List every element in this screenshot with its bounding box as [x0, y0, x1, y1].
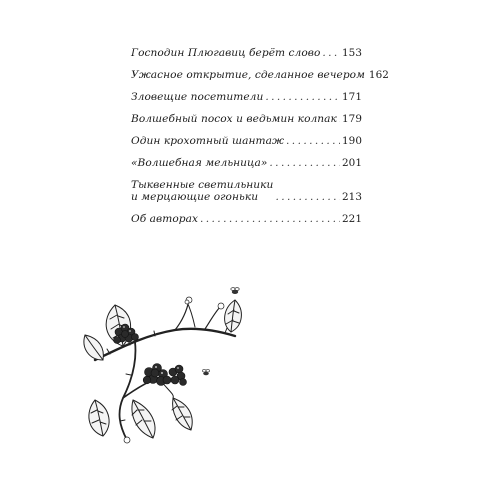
- toc-entry: [131, 69, 389, 81]
- toc-entry-title: Волшебный посох и ведьмин колпак: [131, 113, 337, 125]
- toc-entry: [131, 91, 362, 103]
- toc-entry: [131, 113, 362, 125]
- toc-entry: [131, 135, 362, 147]
- bee-icon: [228, 286, 242, 296]
- toc-dot-leader: [200, 213, 340, 225]
- toc-entry-page: 201: [342, 157, 362, 169]
- toc-dot-leader: [286, 135, 340, 147]
- toc-entry-page: 213: [342, 191, 362, 203]
- toc-entry-title: «Волшебная мельница»: [131, 157, 268, 169]
- toc-entry-title: Об авторах: [131, 213, 198, 225]
- toc-dot-leader: [275, 191, 340, 203]
- toc-dot-leader: [269, 157, 340, 169]
- toc-entry: [131, 157, 362, 169]
- blackberry-branch-icon: [75, 280, 265, 455]
- toc-entry-page: 179: [342, 113, 362, 125]
- toc-entry: [131, 47, 362, 59]
- toc-entry-title: Ужасное открытие, сделанное вечером: [131, 69, 365, 81]
- toc-entry-title-line2: и мерцающие огоньки: [131, 191, 259, 203]
- toc-entry: [131, 179, 362, 203]
- toc-entry-title: Господин Плюгавиц берёт слово: [131, 47, 321, 59]
- toc-dot-leader: [265, 91, 340, 103]
- bee-icon: [200, 368, 212, 377]
- toc-entry-page: 190: [342, 135, 362, 147]
- toc-entry-page: 162: [368, 69, 389, 81]
- table-of-contents: [131, 47, 389, 235]
- toc-entry-page: 171: [342, 91, 362, 103]
- toc-entry-title-line1: Тыквенные светильники: [131, 179, 274, 191]
- toc-entry: [131, 213, 362, 225]
- toc-entry-title: [131, 179, 273, 203]
- toc-entry-title: Один крохотный шантаж: [131, 135, 285, 147]
- toc-entry-title: Зловещие посетители: [131, 91, 264, 103]
- toc-entry-page: 221: [342, 213, 362, 225]
- toc-entry-page: 153: [342, 47, 362, 59]
- toc-dot-leader: [339, 113, 340, 125]
- toc-dot-leader: [322, 47, 340, 59]
